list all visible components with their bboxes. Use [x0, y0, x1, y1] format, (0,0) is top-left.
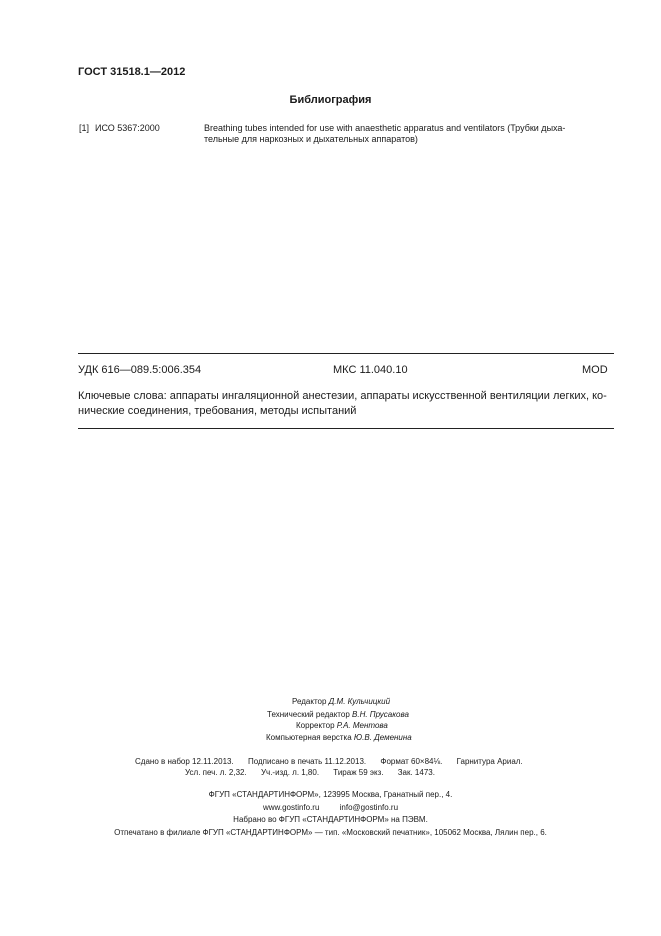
keywords-line2: нические соединения, требования, методы испытаний	[78, 405, 357, 417]
imprint-row2	[185, 768, 435, 777]
credit-layout-name: Ю.В. Деменина	[353, 733, 412, 742]
imprint-format: Формат 60×84⅛.	[380, 757, 443, 766]
keywords-line1: Ключевые слова: аппараты ингаляционной анестезии, аппараты искусственной вентиляции легких, ко-	[78, 390, 607, 402]
imprint-order: Зак. 1473.	[397, 768, 435, 777]
credit-tech-editor-name: В.Н. Прусакова	[352, 710, 409, 719]
bibliography-entry-standard: ИСО 5367:2000	[95, 123, 160, 133]
imprint-print-sheets: Усл. печ. л. 2,32.	[185, 768, 247, 777]
publisher-contacts	[0, 803, 661, 812]
credit-editor-label: Редактор	[292, 697, 327, 706]
credit-editor	[292, 697, 390, 706]
credit-tech-editor	[267, 710, 409, 719]
mks-code: МКС 11.040.10	[333, 364, 408, 376]
udk-code: УДК 616—089.5:006.354	[78, 364, 202, 376]
credit-corrector-name: Р.А. Ментова	[336, 721, 388, 730]
imprint-typeface: Гарнитура Ариал.	[456, 757, 523, 766]
credit-editor-name: Д.М. Кульчицкий	[328, 697, 391, 706]
publisher-printed: Отпечатано в филиале ФГУП «СТАНДАРТИНФОРМ» — тип. «Московский печатник», 105062 Москва, Лялин пер., 6.	[114, 828, 547, 837]
imprint-publ-sheets: Уч.-изд. л. 1,80.	[260, 768, 320, 777]
publisher-website: www.gostinfo.ru	[262, 803, 320, 812]
imprint-circulation: Тираж 59 экз.	[333, 768, 384, 777]
imprint-submitted: Сдано в набор 12.11.2013.	[135, 757, 234, 766]
imprint-row1	[135, 757, 523, 766]
publisher-email: info@gostinfo.ru	[339, 803, 399, 812]
imprint-signed: Подписано в печать 11.12.2013.	[247, 757, 367, 766]
document-code: ГОСТ 31518.1—2012	[78, 66, 186, 78]
credit-layout-label: Компьютерная верстка	[266, 733, 352, 742]
publisher-typeset: Набрано во ФГУП «СТАНДАРТИНФОРМ» на ПЭВМ.	[233, 815, 428, 824]
credit-tech-editor-label: Технический редактор	[267, 710, 350, 719]
divider-bottom	[78, 428, 614, 429]
publisher-address: ФГУП «СТАНДАРТИНФОРМ», 123995 Москва, Гранатный пер., 4.	[208, 790, 453, 799]
bibliography-entry-text-line1: Breathing tubes intended for use with anaesthetic apparatus and ventilators (Трубки дыха-	[204, 123, 566, 133]
divider-top	[78, 353, 614, 354]
mod-label: MOD	[582, 364, 608, 376]
credit-corrector	[296, 721, 388, 730]
credit-corrector-label: Корректор	[296, 721, 335, 730]
bibliography-title: Библиография	[289, 94, 372, 106]
credit-layout	[266, 733, 412, 742]
bibliography-entry-text-line2: тельные для наркозных и дыхательных аппаратов)	[204, 134, 418, 144]
bibliography-entry-number: [1]	[79, 123, 90, 133]
